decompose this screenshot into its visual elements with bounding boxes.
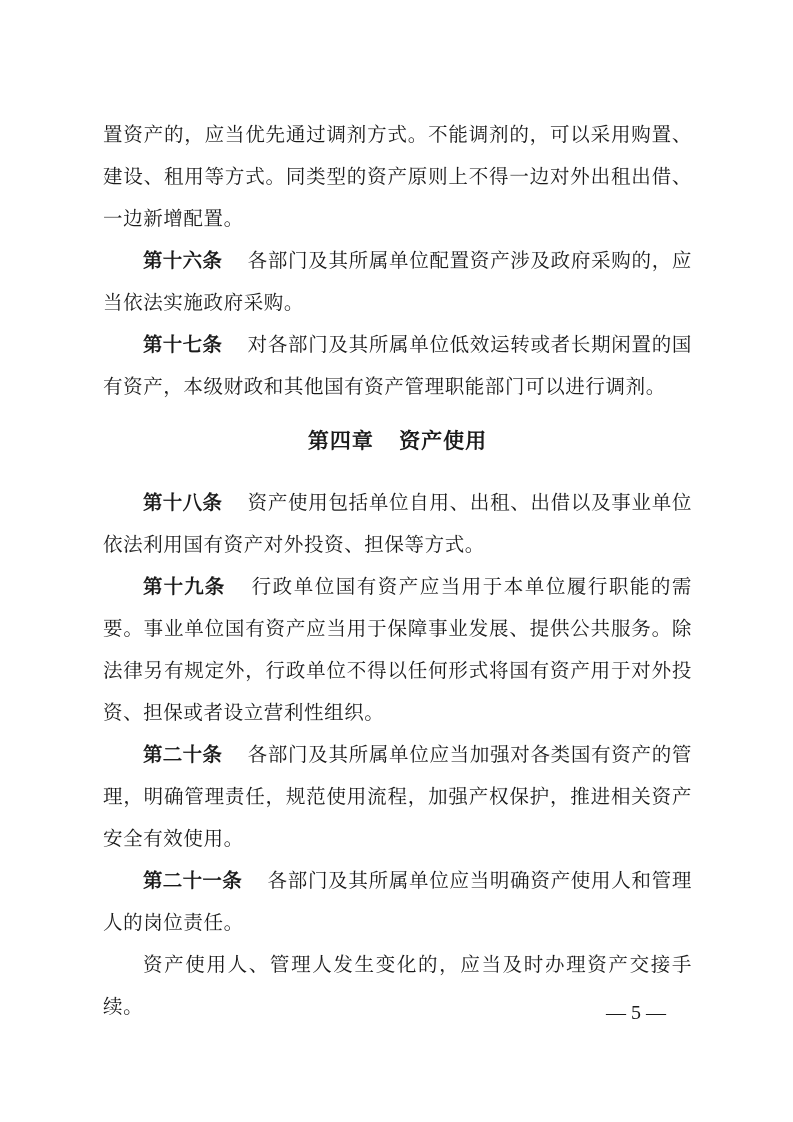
article-number: 第二十一条 (142, 869, 243, 892)
article-number: 第十八条 (142, 491, 223, 514)
article-number: 第十七条 (142, 333, 223, 356)
chapter-heading (103, 420, 692, 462)
paragraph-continued (103, 114, 692, 240)
paragraph-text: 置资产的，应当优先通过调剂方式。不能调剂的，可以采用购置、建设、租用等方式。同类型的资产原则上不得一边对外出租出借、一边新增配置。 (103, 123, 692, 230)
article-number: 第二十条 (142, 743, 223, 766)
article-18 (103, 482, 692, 566)
article-text: 资产使用包括单位自用、出租、出借以及事业单位依法利用国有资产对外投资、担保等方式。 (103, 491, 692, 556)
article-19 (103, 566, 692, 734)
article-20 (103, 734, 692, 860)
article-21-paragraph-2 (103, 944, 692, 1028)
article-text: 各部门及其所属单位应当加强对各类国有资产的管理，明确管理责任，规范使用流程，加强产权保护，推进相关资产安全有效使用。 (103, 743, 692, 850)
article-number: 第十九条 (142, 575, 226, 598)
article-number: 第十六条 (142, 249, 223, 272)
article-text: 各部门及其所属单位配置资产涉及政府采购的，应当依法实施政府采购。 (103, 249, 692, 314)
page-number: — 5 — (606, 1002, 666, 1024)
chapter-title: 资产使用 (399, 429, 488, 453)
article-text: 行政单位国有资产应当用于本单位履行职能的需要。事业单位国有资产应当用于保障事业发展、提供公共服务。除法律另有规定外，行政单位不得以任何形式将国有资产用于对外投资、担保或者设立营利性组织。 (103, 575, 692, 724)
article-17 (103, 324, 692, 408)
article-21 (103, 860, 692, 944)
article-text: 对各部门及其所属单位低效运转或者长期闲置的国有资产，本级财政和其他国有资产管理职能部门可以进行调剂。 (103, 333, 692, 398)
document-page (103, 114, 692, 1028)
paragraph-text: 资产使用人、管理人发生变化的，应当及时办理资产交接手续。 (103, 953, 692, 1018)
article-16 (103, 240, 692, 324)
chapter-number: 第四章 (307, 429, 374, 453)
article-text: 各部门及其所属单位应当明确资产使用人和管理人的岗位责任。 (103, 869, 692, 934)
